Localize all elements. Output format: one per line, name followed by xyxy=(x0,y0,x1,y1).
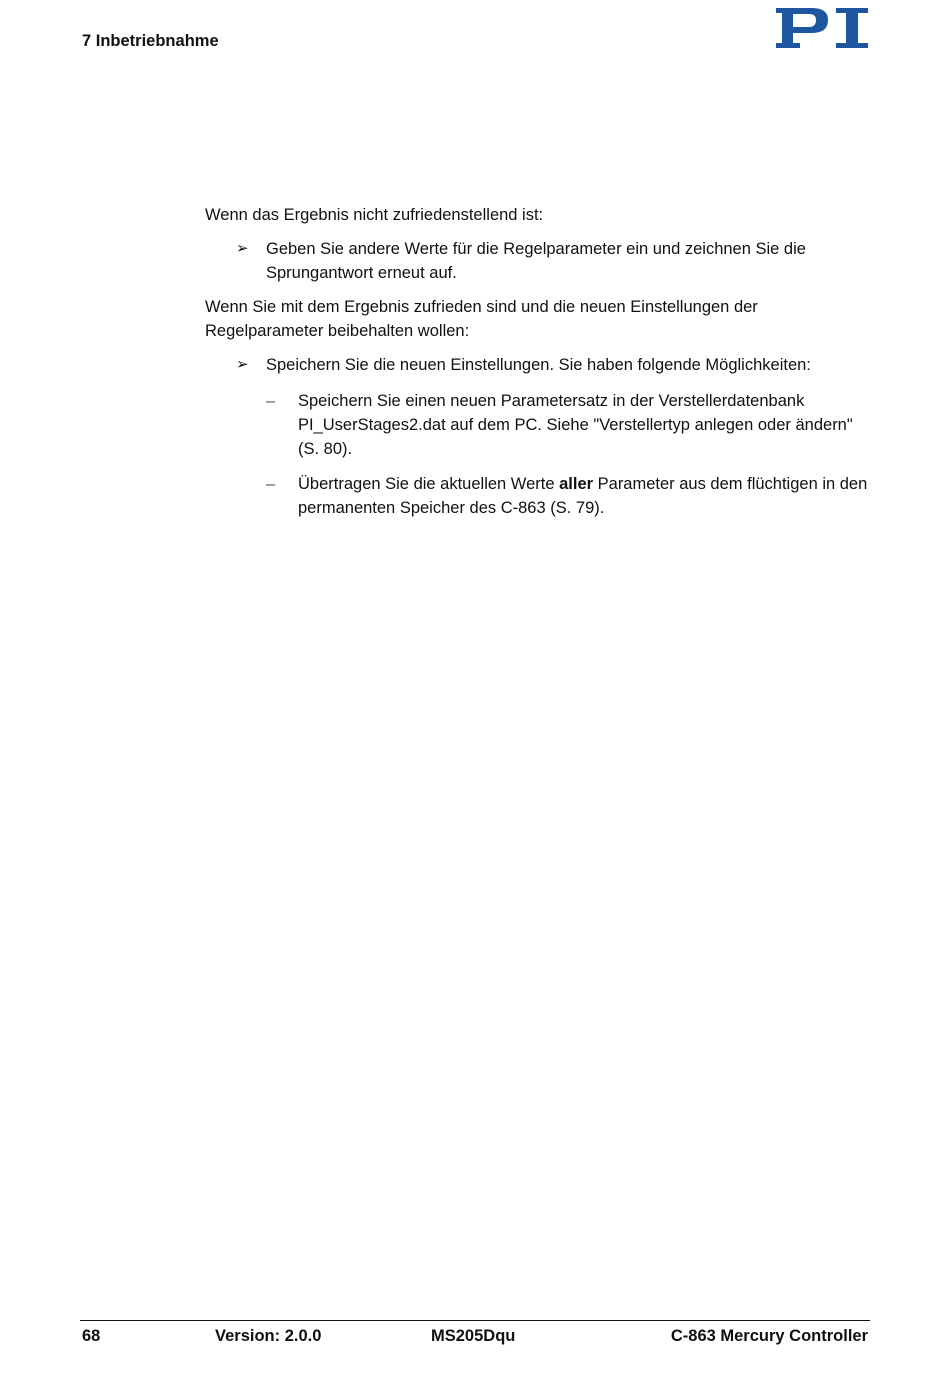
sub-list-item xyxy=(266,472,876,520)
arrow-bullet-icon: ➢ xyxy=(236,356,249,373)
dash-bullet-icon: – xyxy=(266,475,276,493)
bullet-item xyxy=(236,353,876,377)
sub-list-text: Speichern Sie einen neuen Parametersatz in der Verstellerdatenbank PI_UserStages2.dat auf dem PC. Siehe "Verstellertyp anlegen oder ändern" (S. 80). xyxy=(298,392,853,458)
arrow-bullet-icon: ➢ xyxy=(236,240,249,257)
bullet-text: Speichern Sie die neuen Einstellungen. Sie haben folgende Möglichkeiten: xyxy=(266,356,811,374)
product-name: C-863 Mercury Controller xyxy=(670,1327,868,1345)
chapter-title: 7 Inbetriebnahme xyxy=(82,32,219,50)
page-number: 68 xyxy=(82,1327,101,1345)
sub-list-text: Übertragen Sie die aktuellen Werte aller Parameter aus dem flüchtigen in den permanenten Speicher des C-863 (S. 79). xyxy=(298,475,868,517)
intro-paragraph: Wenn das Ergebnis nicht zufriedenstellend ist: xyxy=(205,206,544,224)
bold-emphasis: aller xyxy=(559,475,594,493)
bullet-text: Geben Sie andere Werte für die Regelparameter ein und zeichnen Sie die Sprungantwort erneut auf. xyxy=(266,240,806,282)
sub-list-item xyxy=(266,389,876,461)
pi-logo xyxy=(774,6,870,50)
bullet-item xyxy=(236,237,876,285)
version-label: Version: 2.0.0 xyxy=(215,1327,322,1345)
paragraph: Wenn Sie mit dem Ergebnis zufrieden sind und die neuen Einstellungen der Regelparameter beibehalten wollen: xyxy=(205,298,758,340)
document-id: MS205Dqu xyxy=(431,1327,516,1345)
footer-divider xyxy=(80,1320,870,1321)
dash-bullet-icon: – xyxy=(266,392,276,410)
